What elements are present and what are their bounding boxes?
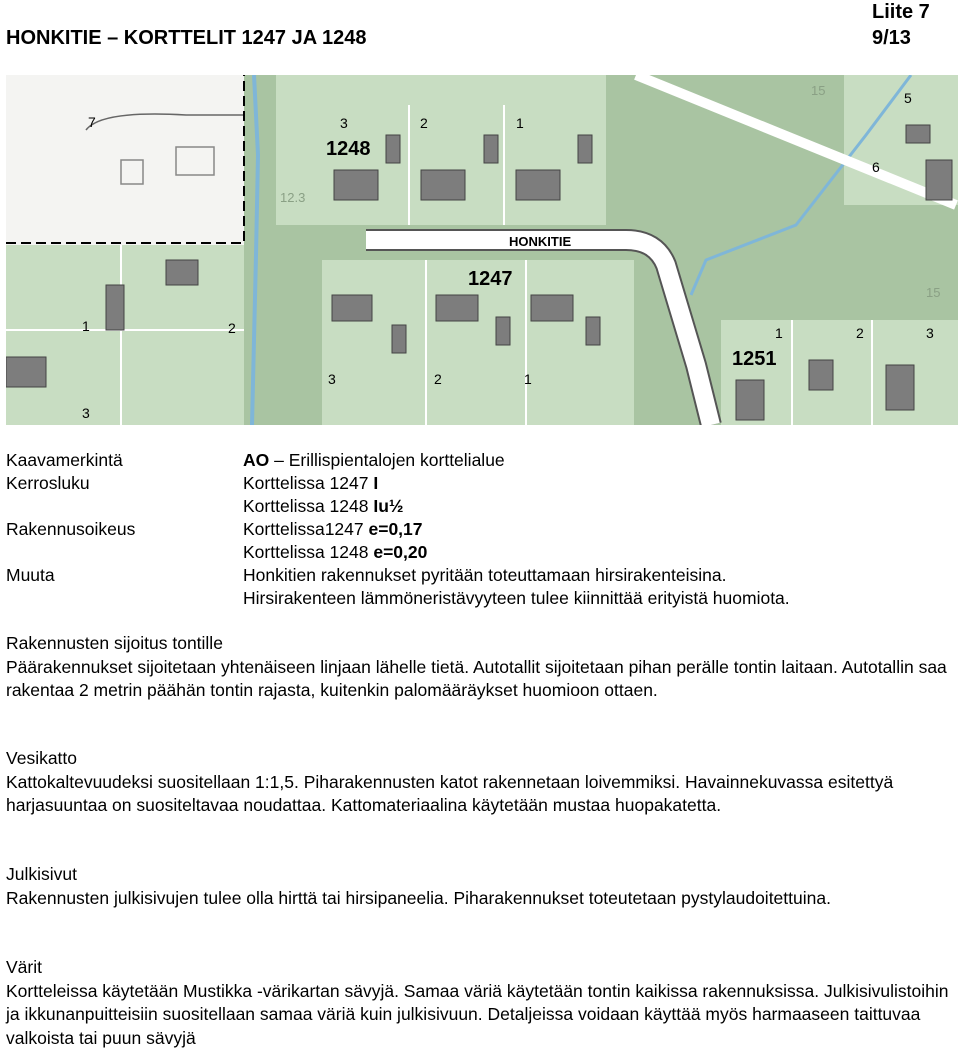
plot-number: 1 [524, 371, 532, 387]
info-value-bold: e=0,20 [373, 542, 428, 562]
site-plan-map [6, 75, 958, 425]
section-vesikatto [6, 747, 951, 818]
road-label: HONKITIE [509, 234, 572, 249]
plot-number: 2 [434, 371, 442, 387]
section-heading: Vesikatto [6, 748, 78, 768]
section-body: Kattokaltevuudeksi suositellaan 1:1,5. Piharakennusten katot rakennetaan loivemmiksi. Havainnekuvassa esitettyä harjasuuntaa on suositeltavaa noudattaa. Kattomateriaalina käytetään mustaa huopakatetta. [6, 771, 894, 815]
contour-label: 15 [811, 83, 826, 98]
plot-number: 1 [82, 318, 90, 334]
section-body: Rakennusten julkisivujen tulee olla hirttä tai hirsipaneelia. Piharakennukset toteutetaan pystylaudoitettuina. [6, 887, 831, 908]
zoning-code: AO [243, 450, 270, 470]
plot-number: 3 [328, 371, 336, 387]
contour-label: 15 [926, 285, 941, 300]
block-label-1248: 1248 [326, 138, 371, 160]
info-value: Korttelissa 1248 [243, 496, 374, 516]
section-body: Kortteleissa käytetään Mustikka -värikartan sävyjä. Samaa väriä käytetään tontin kaikissa rakennuksissa. Julkisivulistoihin ja ikkunanpuitteisiin suositellaan samaa väriä kuin julkisivuun. Detaljeissa voidaan käyttää myös harmaaseen taittuvaa valkoista tai puun sävyjä [6, 980, 949, 1048]
info-value: Korttelissa 1247 [243, 473, 374, 493]
section-sijoitus [6, 632, 951, 703]
info-value-bold: Iu½ [373, 496, 404, 516]
plot-number: 3 [340, 115, 348, 131]
section-heading: Värit [6, 957, 42, 977]
info-label: Kaavamerkintä [6, 450, 123, 470]
plot-number: 2 [420, 115, 428, 131]
plot-number: 3 [926, 325, 934, 341]
contour-label: 12.3 [280, 190, 306, 205]
info-value: Korttelissa1247 [243, 519, 369, 539]
info-value-bold: I [373, 473, 379, 493]
info-value: Hirsirakenteen lämmöneristävyyteen tulee kiinnittää erityistä huomiota. [243, 588, 790, 608]
plot-number: 2 [228, 320, 236, 336]
info-label: Muuta [6, 565, 55, 585]
block-label-1251: 1251 [732, 348, 777, 370]
plot-number: 7 [88, 114, 96, 130]
section-julkisivut [6, 863, 951, 910]
plot-number: 5 [904, 90, 912, 106]
page-title: HONKITIE – KORTTELIT 1247 JA 1248 [6, 27, 367, 49]
plot-number: 1 [516, 115, 524, 131]
plot-number: 2 [856, 325, 864, 341]
info-value: Korttelissa 1248 [243, 542, 374, 562]
zoning-description: – Erillispientalojen korttelialue [269, 450, 505, 470]
info-value-bold: e=0,17 [368, 519, 423, 539]
page-number: 9/13 [872, 27, 911, 49]
section-heading: Rakennusten sijoitus tontille [6, 633, 223, 653]
section-varit [6, 956, 951, 1050]
section-body: Päärakennukset sijoitetaan yhtenäiseen linjaan lähelle tietä. Autotallit sijoitetaan pihan perälle tontin laitaan. Autotallin saa rakentaa 2 metrin päähän tontin rajasta, kuitenkin palomääräykset huomioon ottaen. [6, 656, 947, 700]
info-value: Honkitien rakennukset pyritään toteuttamaan hirsirakenteisina. [243, 565, 727, 585]
plot-number: 1 [775, 325, 783, 341]
plot-number: 6 [872, 159, 880, 175]
plot-number: 3 [82, 405, 90, 421]
attachment-label: Liite 7 [872, 1, 930, 23]
info-label: Rakennusoikeus [6, 519, 136, 539]
section-heading: Julkisivut [6, 864, 77, 884]
info-label: Kerrosluku [6, 473, 90, 493]
block-label-1247: 1247 [468, 268, 513, 290]
